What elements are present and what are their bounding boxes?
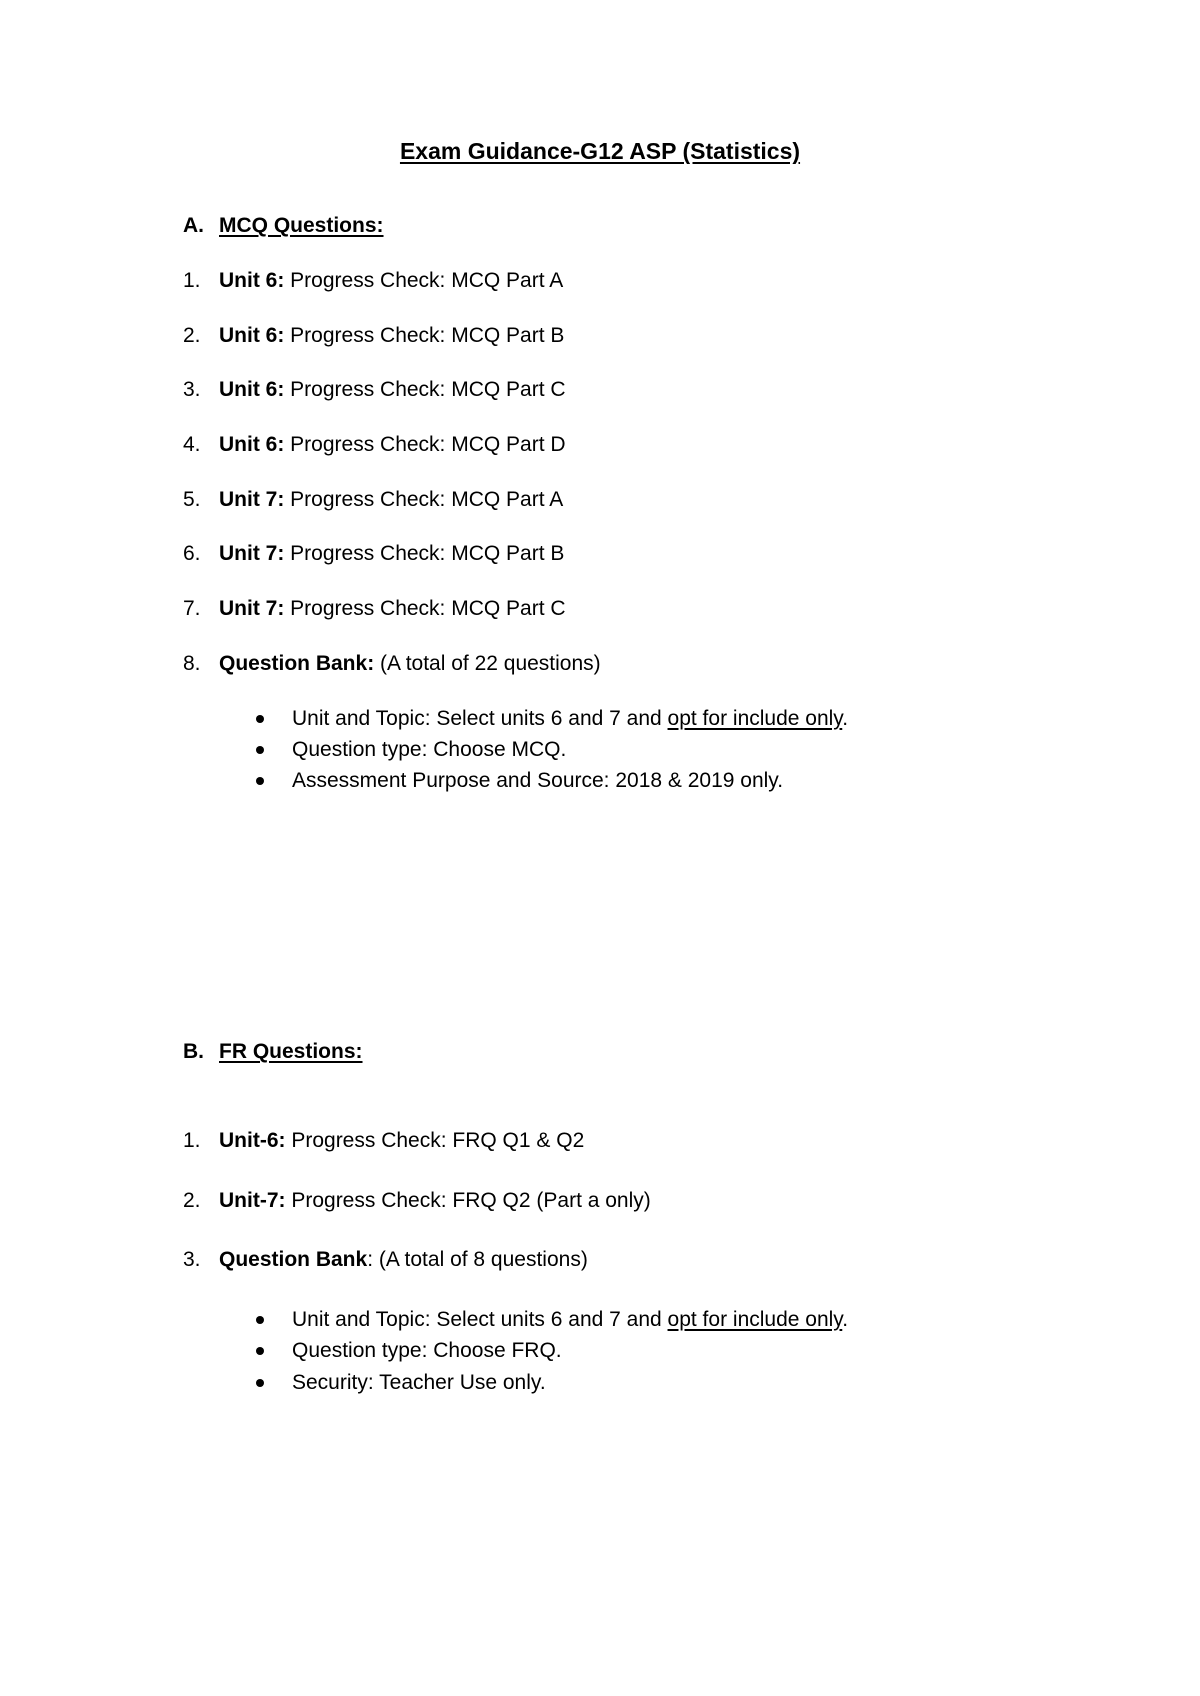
item-text	[219, 1245, 588, 1275]
list-item	[0, 594, 1200, 624]
item-text	[219, 375, 566, 405]
item-description: (A total of 22 questions)	[374, 652, 601, 675]
item-label: Unit 6:	[219, 269, 285, 292]
bullet-text-pre: Unit and Topic: Select units 6 and 7 and	[292, 1308, 668, 1331]
bullet-item	[0, 1336, 1200, 1366]
bullet-item	[0, 704, 1200, 734]
item-description: Progress Check: MCQ Part A	[284, 269, 564, 292]
bullet-text	[292, 1336, 562, 1366]
item-description: Progress Check: MCQ Part A	[284, 488, 564, 511]
bullet-text	[292, 735, 566, 765]
bullet-text	[292, 704, 848, 734]
item-label: Unit-7:	[219, 1189, 286, 1212]
bullet-icon	[256, 715, 264, 723]
item-description: Progress Check: MCQ Part C	[284, 597, 566, 620]
bullet-item	[0, 766, 1200, 796]
item-description: Progress Check: MCQ Part B	[284, 542, 565, 565]
item-text	[219, 649, 601, 679]
list-item	[0, 1186, 1200, 1216]
bullet-icon	[256, 746, 264, 754]
section-letter: B.	[183, 1040, 204, 1063]
item-description: Progress Check: MCQ Part C	[284, 378, 566, 401]
item-label: Question Bank	[219, 1248, 368, 1271]
item-description: Progress Check: FRQ Q2 (Part a only)	[285, 1189, 651, 1212]
item-text	[219, 594, 566, 624]
bullet-text-underlined: opt for include only	[667, 1308, 843, 1331]
item-description: Progress Check: FRQ Q1 & Q2	[285, 1129, 585, 1152]
item-label: Unit 6:	[219, 378, 285, 401]
bullet-item	[0, 1305, 1200, 1335]
item-number: 3.	[183, 1248, 201, 1271]
item-description: Progress Check: MCQ Part D	[284, 433, 566, 456]
bullet-icon	[256, 1316, 264, 1324]
section-b-heading	[0, 1037, 1200, 1067]
bullet-text-pre: Security: Teacher Use only.	[292, 1371, 546, 1394]
item-text	[219, 430, 566, 460]
bullet-icon	[256, 777, 264, 785]
item-label: Unit 7:	[219, 597, 285, 620]
list-item	[0, 375, 1200, 405]
item-text	[219, 321, 564, 351]
item-number: 2.	[183, 1189, 201, 1212]
section-letter: A.	[183, 214, 204, 237]
bullet-text-post: .	[842, 1308, 849, 1331]
bullet-text-pre: Question type: Choose MCQ.	[292, 738, 567, 761]
bullet-text	[292, 766, 783, 796]
item-label: Unit 6:	[219, 433, 285, 456]
item-number: 1.	[183, 269, 201, 292]
list-item	[0, 485, 1200, 515]
section-heading-text: MCQ Questions:	[219, 214, 384, 237]
list-item	[0, 266, 1200, 296]
bullet-text	[292, 1368, 546, 1398]
list-item	[0, 321, 1200, 351]
list-item	[0, 649, 1200, 679]
item-description: Progress Check: MCQ Part B	[284, 324, 565, 347]
item-text	[219, 485, 563, 515]
item-number: 2.	[183, 324, 201, 347]
bullet-item	[0, 735, 1200, 765]
list-item	[0, 430, 1200, 460]
bullet-text-pre: Unit and Topic: Select units 6 and 7 and	[292, 707, 668, 730]
list-item	[0, 539, 1200, 569]
item-number: 4.	[183, 433, 201, 456]
bullet-icon	[256, 1347, 264, 1355]
item-text	[219, 1186, 651, 1216]
bullet-text-post: .	[842, 707, 849, 730]
item-label: Unit 7:	[219, 542, 285, 565]
bullet-icon	[256, 1379, 264, 1387]
section-heading-text: FR Questions:	[219, 1040, 363, 1063]
item-description: : (A total of 8 questions)	[367, 1248, 588, 1271]
item-text	[219, 266, 563, 296]
item-label: Question Bank:	[219, 652, 375, 675]
page-title	[0, 138, 1200, 165]
bullet-text-pre: Assessment Purpose and Source: 2018 & 2019 only.	[292, 769, 784, 792]
list-item	[0, 1126, 1200, 1156]
item-label: Unit-6:	[219, 1129, 286, 1152]
item-number: 5.	[183, 488, 201, 511]
bullet-text-pre: Question type: Choose FRQ.	[292, 1339, 562, 1362]
list-item	[0, 1245, 1200, 1275]
item-label: Unit 7:	[219, 488, 285, 511]
item-number: 1.	[183, 1129, 201, 1152]
item-number: 8.	[183, 652, 201, 675]
item-number: 3.	[183, 378, 201, 401]
item-number: 6.	[183, 542, 201, 565]
item-text	[219, 1126, 584, 1156]
title-text: Exam Guidance-G12 ASP (Statistics)	[399, 138, 801, 164]
item-text	[219, 539, 564, 569]
section-a-heading	[0, 211, 1200, 241]
bullet-item	[0, 1368, 1200, 1398]
bullet-text	[292, 1305, 848, 1335]
item-label: Unit 6:	[219, 324, 285, 347]
bullet-text-underlined: opt for include only	[667, 707, 843, 730]
item-number: 7.	[183, 597, 201, 620]
